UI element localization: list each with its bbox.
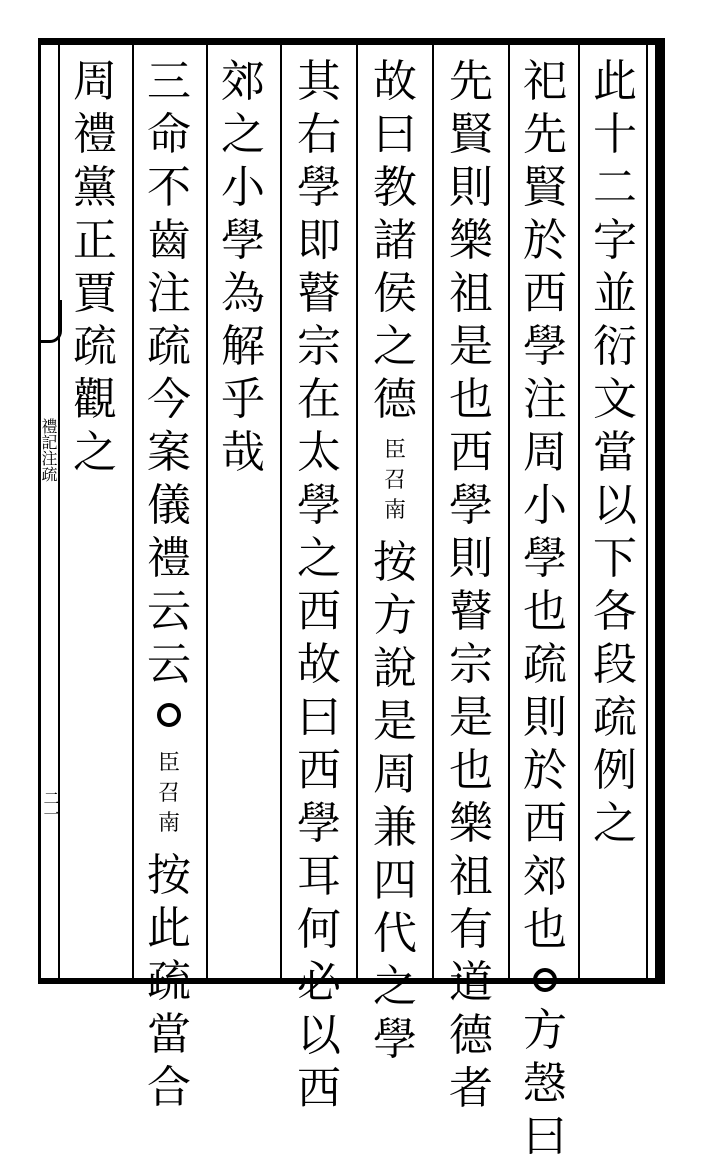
main-char: 必 — [297, 957, 341, 1008]
main-char: 周 — [523, 427, 567, 478]
main-char: 乎 — [221, 374, 265, 425]
main-char: 樂 — [449, 215, 493, 266]
column-rule — [280, 45, 282, 978]
main-char: 今 — [147, 374, 191, 425]
main-char: 方 — [373, 590, 417, 641]
main-char: 解 — [221, 321, 265, 372]
main-char: 注 — [523, 374, 567, 425]
main-char: 學 — [221, 215, 265, 266]
main-char: 疏 — [523, 639, 567, 690]
main-char: 按 — [373, 537, 417, 588]
main-char: 曰 — [523, 1111, 567, 1162]
main-char: 之 — [373, 321, 417, 372]
page-frame-top — [38, 38, 665, 45]
main-char: 疏 — [593, 692, 637, 743]
main-char: 學 — [523, 321, 567, 372]
main-char: 當 — [593, 427, 637, 478]
main-char: 耳 — [297, 851, 341, 902]
main-char: 疏 — [147, 321, 191, 372]
main-char: 學 — [297, 162, 341, 213]
page-number: 二一 — [41, 790, 60, 822]
column-rule — [58, 45, 60, 978]
main-char: 代 — [373, 908, 417, 959]
main-char: 命 — [147, 109, 191, 160]
main-char: 祀 — [523, 56, 567, 107]
main-char: 下 — [593, 533, 637, 584]
main-char: 故 — [373, 56, 417, 107]
main-char: 是 — [373, 696, 417, 747]
main-char: 則 — [523, 692, 567, 743]
main-char: 之 — [373, 961, 417, 1012]
column-rule — [508, 45, 510, 978]
main-char: 德 — [449, 1010, 493, 1061]
main-char: 當 — [147, 1009, 191, 1060]
page-frame-right — [655, 38, 665, 984]
annotation-char: 召 — [383, 468, 406, 493]
main-char: 太 — [297, 427, 341, 478]
annotation-char: 臣 — [383, 438, 406, 463]
main-char: 道 — [449, 957, 493, 1008]
main-char: 禮 — [147, 533, 191, 584]
main-char: 文 — [593, 374, 637, 425]
main-char: 注 — [147, 268, 191, 319]
main-char: 各 — [593, 586, 637, 637]
main-char: 為 — [221, 268, 265, 319]
main-char: 周 — [73, 56, 117, 107]
main-char: 瞽 — [449, 586, 493, 637]
main-char: 疏 — [73, 321, 117, 372]
main-char: 以 — [593, 480, 637, 531]
main-char: 學 — [373, 1014, 417, 1065]
main-char: 周 — [373, 749, 417, 800]
book-title: 禮記注疏 — [39, 418, 58, 482]
main-char: 先 — [449, 56, 493, 107]
main-char: 侯 — [373, 268, 417, 319]
main-char: 賢 — [523, 162, 567, 213]
main-char: 西 — [523, 268, 567, 319]
main-char: 者 — [449, 1063, 493, 1114]
main-char: 以 — [297, 1010, 341, 1061]
main-char: 曰 — [373, 109, 417, 160]
main-char: 是 — [449, 321, 493, 372]
main-char: 則 — [449, 533, 493, 584]
main-char: 三 — [147, 56, 191, 107]
main-char: 賢 — [449, 109, 493, 160]
text-column-4 — [362, 55, 428, 1066]
main-char: 之 — [593, 798, 637, 849]
main-char: 哉 — [221, 427, 265, 478]
main-char: 此 — [147, 903, 191, 954]
text-column-2 — [512, 55, 578, 1163]
main-char: 學 — [297, 798, 341, 849]
main-char: 四 — [373, 855, 417, 906]
text-column-1 — [582, 55, 648, 850]
main-char: 西 — [297, 586, 341, 637]
text-column-3 — [438, 55, 504, 1115]
main-char: 觀 — [73, 374, 117, 425]
main-char: 即 — [297, 215, 341, 266]
main-char: 方 — [523, 1005, 567, 1056]
main-char: 之 — [297, 533, 341, 584]
main-char: 曰 — [297, 692, 341, 743]
main-char: 愨 — [523, 1058, 567, 1109]
main-char: 在 — [297, 374, 341, 425]
main-char: 段 — [593, 639, 637, 690]
main-char: 祖 — [449, 851, 493, 902]
main-char: 西 — [297, 745, 341, 796]
main-char: 西 — [449, 427, 493, 478]
main-char: 小 — [221, 162, 265, 213]
main-char: 兼 — [373, 802, 417, 853]
annotation-char: 臣 — [157, 751, 180, 776]
main-char: 學 — [449, 480, 493, 531]
main-char: 也 — [523, 586, 567, 637]
text-column-5 — [286, 55, 352, 1115]
main-char: 合 — [147, 1062, 191, 1113]
main-char: 德 — [373, 374, 417, 425]
main-char: 也 — [449, 745, 493, 796]
main-char: 小 — [523, 480, 567, 531]
main-char: 衍 — [593, 321, 637, 372]
main-char: 宗 — [449, 639, 493, 690]
text-column-7 — [136, 55, 202, 1114]
main-char: 學 — [523, 533, 567, 584]
main-char: 說 — [373, 643, 417, 694]
main-char: 禮 — [73, 109, 117, 160]
main-char: 賈 — [73, 268, 117, 319]
annotation-char: 召 — [157, 781, 180, 806]
main-char: 云 — [147, 639, 191, 690]
main-char: 先 — [523, 109, 567, 160]
main-char: 西 — [297, 1063, 341, 1114]
main-char: 於 — [523, 215, 567, 266]
annotation-char: 南 — [383, 498, 406, 523]
main-char: 樂 — [449, 798, 493, 849]
main-char: 疏 — [147, 956, 191, 1007]
text-column-6 — [210, 55, 276, 479]
main-char: 於 — [523, 745, 567, 796]
main-char: 西 — [523, 798, 567, 849]
main-char: 教 — [373, 162, 417, 213]
column-rule — [132, 45, 134, 978]
main-char: 並 — [593, 268, 637, 319]
main-char: 郊 — [221, 56, 265, 107]
main-char: 之 — [73, 427, 117, 478]
column-rule — [356, 45, 358, 978]
main-char: 右 — [297, 109, 341, 160]
main-char: 學 — [297, 480, 341, 531]
main-char: 按 — [147, 850, 191, 901]
main-char: 字 — [593, 215, 637, 266]
text-column-8 — [62, 55, 128, 479]
circle-separator-icon — [533, 968, 557, 992]
main-char: 案 — [147, 427, 191, 478]
main-char: 則 — [449, 162, 493, 213]
annotation-char: 南 — [157, 811, 180, 836]
main-char: 也 — [523, 904, 567, 955]
main-char: 其 — [297, 56, 341, 107]
main-char: 瞽 — [297, 268, 341, 319]
main-char: 黨 — [73, 162, 117, 213]
main-char: 是 — [449, 692, 493, 743]
main-char: 祖 — [449, 268, 493, 319]
column-rule — [578, 45, 580, 978]
main-char: 二 — [593, 162, 637, 213]
main-char: 有 — [449, 904, 493, 955]
main-char: 齒 — [147, 215, 191, 266]
main-char: 故 — [297, 639, 341, 690]
main-char: 儀 — [147, 480, 191, 531]
main-char: 也 — [449, 374, 493, 425]
main-char: 諸 — [373, 215, 417, 266]
main-char: 之 — [221, 109, 265, 160]
main-char: 何 — [297, 904, 341, 955]
main-char: 十 — [593, 109, 637, 160]
main-char: 此 — [593, 56, 637, 107]
main-char: 宗 — [297, 321, 341, 372]
main-char: 郊 — [523, 851, 567, 902]
column-rule — [432, 45, 434, 978]
main-char: 不 — [147, 162, 191, 213]
main-char: 例 — [593, 745, 637, 796]
page-frame-left — [38, 38, 41, 984]
circle-separator-icon — [157, 703, 181, 727]
column-rule — [206, 45, 208, 978]
main-char: 正 — [73, 215, 117, 266]
main-char: 云 — [147, 586, 191, 637]
fish-tail-mark — [41, 300, 62, 343]
